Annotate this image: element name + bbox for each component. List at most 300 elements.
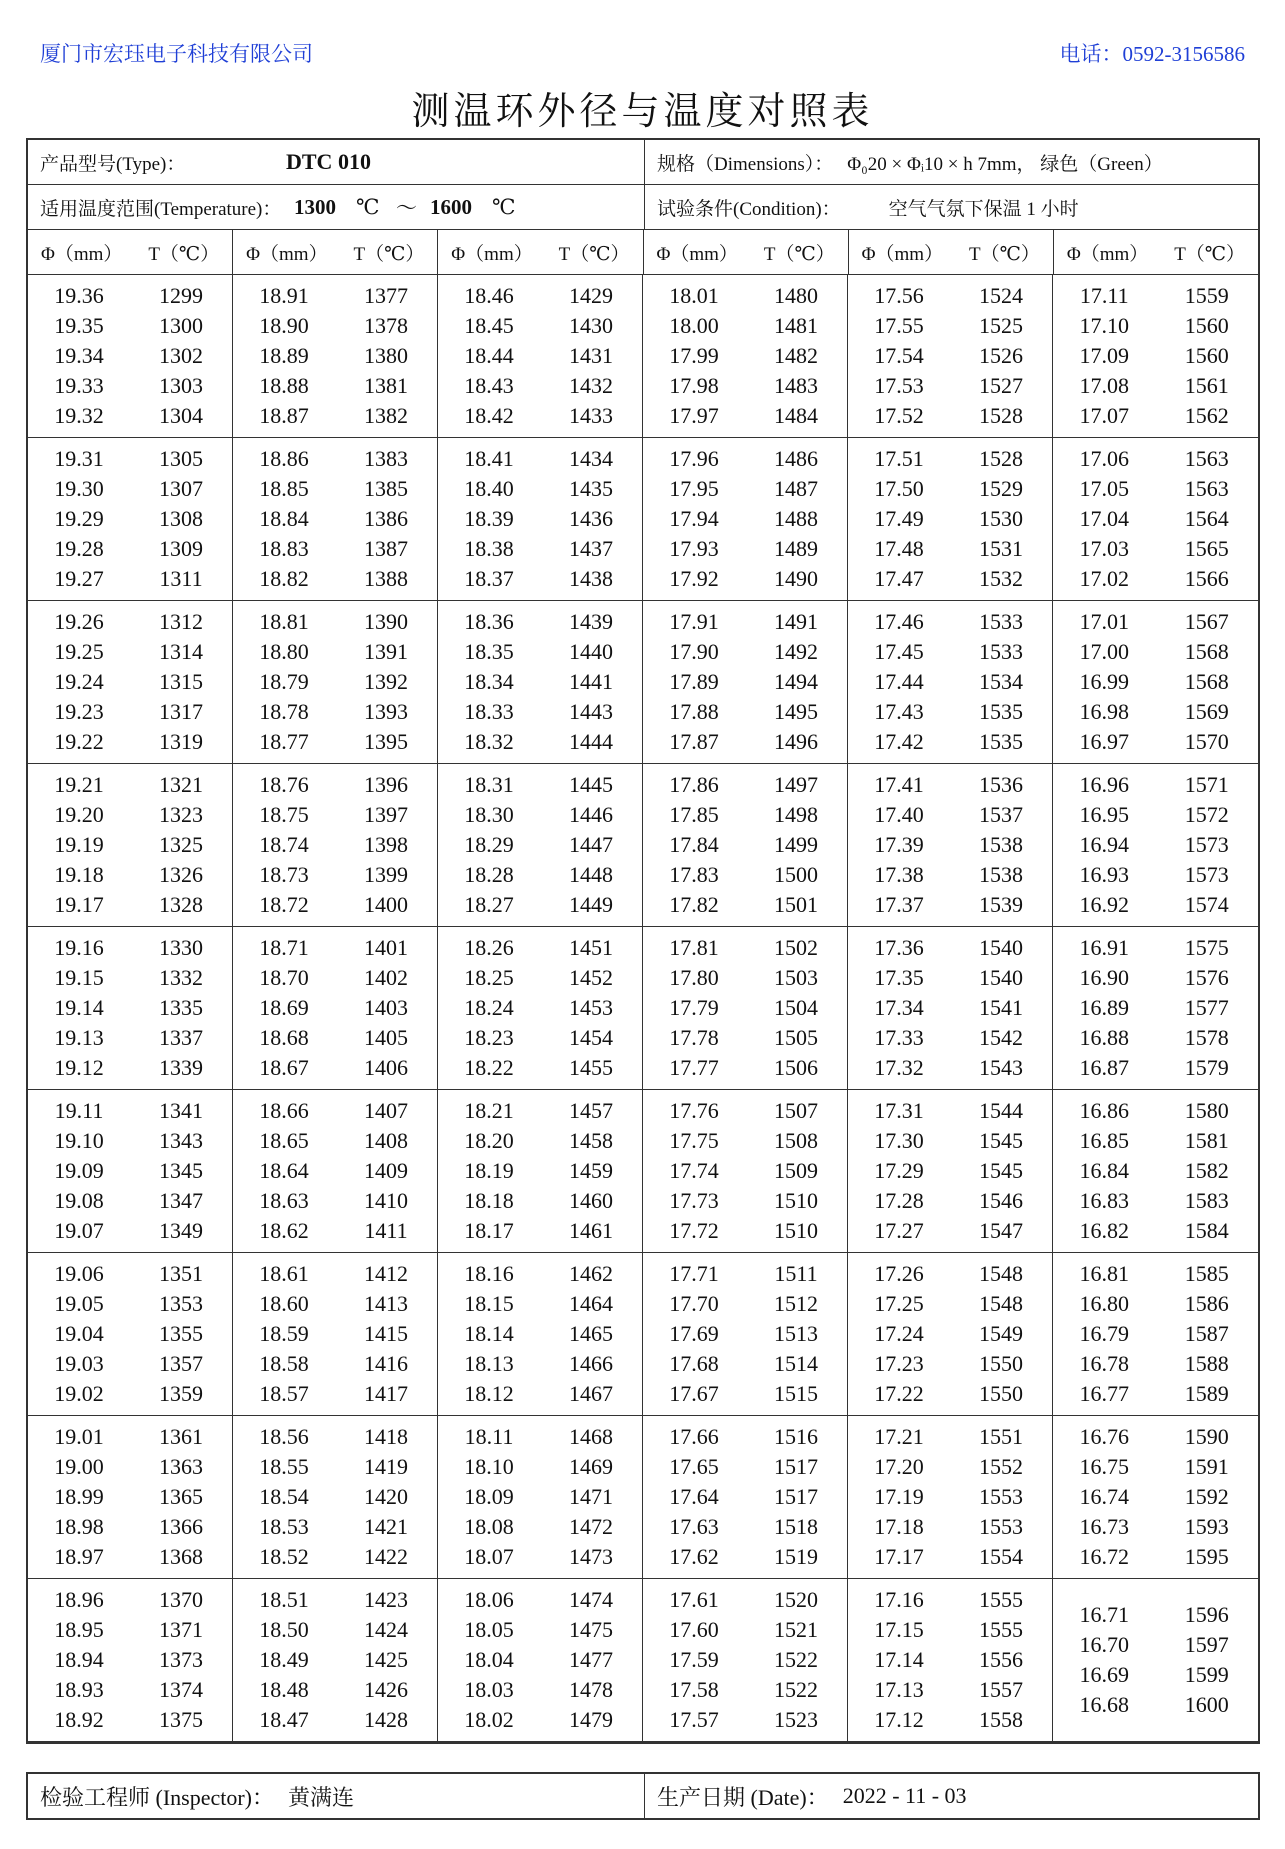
temperature-value: 1351 [159,1261,203,1286]
temperature-value: 1538 [979,862,1023,887]
table-cell-group [233,1253,438,1416]
table-cell-group [848,1253,1053,1416]
table-row [233,474,437,504]
temperature-value: 1518 [774,1514,818,1539]
diameter-value: 18.64 [259,1158,309,1183]
table-row [848,1675,1052,1705]
diameter-value: 17.47 [874,566,924,591]
diameter-value: 16.98 [1079,699,1129,724]
temperature-value: 1515 [774,1381,818,1406]
table-row [233,1542,437,1572]
table-row [28,1096,232,1126]
diameter-value: 19.16 [54,935,104,960]
table-row [28,1422,232,1452]
table-cell-group [233,1579,438,1742]
temperature-value: 1512 [774,1291,818,1316]
diameter-value: 19.05 [54,1291,104,1316]
production-date: 2022 - 11 - 03 [842,1783,967,1808]
diameter-value: 16.78 [1079,1351,1129,1376]
temperature-value: 1546 [979,1188,1023,1213]
diameter-value: 17.60 [669,1617,719,1642]
table-row [28,933,232,963]
table-row [28,504,232,534]
table-row [848,1126,1052,1156]
temperature-value: 1390 [364,609,408,634]
diameter-value: 17.55 [874,313,924,338]
temperature-value: 1317 [159,699,203,724]
temperature-value: 1305 [159,446,203,471]
table-row [643,371,847,401]
temperature-value: 1583 [1184,1188,1229,1213]
table-row [438,667,642,697]
temperature-value: 1326 [159,862,203,887]
table-row [233,1349,437,1379]
diameter-value: 18.04 [464,1647,514,1672]
table-row [28,1349,232,1379]
diameter-value: 18.86 [259,446,309,471]
diameter-value: 18.78 [259,699,309,724]
diameter-value: 17.19 [874,1484,924,1509]
diameter-value: 17.41 [874,772,924,797]
diameter-value: 18.40 [464,476,514,501]
table-row [28,1156,232,1186]
temp-separator: ～ [396,196,417,220]
table-row [643,341,847,371]
temperature-value: 1393 [364,699,408,724]
table-row [233,564,437,594]
temperature-value: 1402 [364,965,408,990]
table-row [438,890,642,920]
diameter-value: 16.72 [1079,1544,1129,1569]
temperature-value: 1535 [979,729,1023,754]
table-row [1053,341,1258,371]
table-row [643,1422,847,1452]
temperature-value: 1377 [364,283,408,308]
table-cell-group [643,927,848,1090]
temperature-value: 1487 [774,476,818,501]
diameter-value: 16.70 [1079,1632,1129,1657]
table-row [28,341,232,371]
table-row [643,401,847,431]
temperature-value: 1567 [1184,609,1229,634]
document-header [40,38,1245,68]
table-row [848,1542,1052,1572]
company-name: 厦门市宏珏电子科技有限公司 [40,42,313,66]
temperature-value: 1522 [774,1677,818,1702]
diameter-value: 17.71 [669,1261,719,1286]
temperature-value: 1586 [1184,1291,1229,1316]
table-row [28,890,232,920]
diameter-value: 17.15 [874,1617,924,1642]
diameter-value: 18.99 [54,1484,104,1509]
diameter-value: 19.04 [54,1321,104,1346]
table-row [643,474,847,504]
diameter-value: 18.96 [54,1587,104,1612]
diameter-value: 16.71 [1079,1602,1129,1627]
diameter-value: 18.97 [54,1544,104,1569]
diameter-value: 18.55 [259,1454,309,1479]
diameter-value: 17.79 [669,995,719,1020]
table-row [643,770,847,800]
table-row [233,1379,437,1409]
temperature-value: 1452 [569,965,613,990]
temperature-value: 1570 [1184,729,1229,754]
diameter-header: Φ（mm） [1066,243,1149,265]
diameter-value: 17.90 [669,639,719,664]
temperature-value: 1486 [774,446,818,471]
table-row [643,860,847,890]
diameter-value: 18.66 [259,1098,309,1123]
temp-max: 1600 [430,194,472,219]
diameter-value: 17.69 [669,1321,719,1346]
diameter-value: 18.26 [464,935,514,960]
diameter-value: 18.59 [259,1321,309,1346]
diameter-value: 17.21 [874,1424,924,1449]
table-row [233,860,437,890]
temperature-value: 1461 [569,1218,613,1243]
diameter-value: 17.58 [669,1677,719,1702]
temperature-value: 1492 [774,639,818,664]
temperature-value: 1330 [159,935,203,960]
table-cell-group [233,1090,438,1253]
diameter-value: 18.27 [464,892,514,917]
table-row [233,1186,437,1216]
diameter-value: 16.87 [1079,1055,1129,1080]
table-row [233,1156,437,1186]
temperature-value: 1495 [774,699,818,724]
diameter-value: 19.36 [54,283,104,308]
diameter-header: Φ（mm） [40,243,123,265]
temperature-value: 1541 [979,995,1023,1020]
diameter-value: 17.35 [874,965,924,990]
table-row [1053,281,1258,311]
diameter-value: 17.12 [874,1707,924,1732]
column-header-1 [28,230,233,274]
diameter-value: 17.20 [874,1454,924,1479]
temperature-value: 1429 [569,283,613,308]
temperature-value: 1410 [364,1188,408,1213]
table-row [28,1023,232,1053]
diameter-value: 18.48 [259,1677,309,1702]
diameter-value: 18.09 [464,1484,514,1509]
temperature-value: 1528 [979,446,1023,471]
temperature-value: 1599 [1184,1662,1229,1687]
table-row [1053,770,1258,800]
info-row-type [28,140,1258,185]
table-row [233,534,437,564]
table-row [233,1216,437,1246]
temperature-value: 1497 [774,772,818,797]
temperature-value: 1536 [979,772,1023,797]
table-row [1053,1452,1258,1482]
table-cell-group [28,275,233,438]
table-row [1053,727,1258,757]
table-cell-group [233,927,438,1090]
table-row [643,637,847,667]
diameter-value: 17.72 [669,1218,719,1243]
diameter-value: 18.15 [464,1291,514,1316]
temperature-value: 1417 [364,1381,408,1406]
temperature-value: 1545 [979,1128,1023,1153]
diameter-value: 17.16 [874,1587,924,1612]
temperature-value: 1445 [569,772,613,797]
diameter-value: 17.42 [874,729,924,754]
table-row [438,474,642,504]
temperature-value: 1420 [364,1484,408,1509]
column-header-3 [438,230,643,274]
temperature-value: 1597 [1184,1632,1229,1657]
diameter-value: 18.53 [259,1514,309,1539]
diameter-value: 18.14 [464,1321,514,1346]
table-row [438,993,642,1023]
diameter-value: 17.59 [669,1647,719,1672]
diameter-value: 19.21 [54,772,104,797]
table-row [438,1216,642,1246]
temperature-value: 1421 [364,1514,408,1539]
table-row [848,534,1052,564]
table-row [28,830,232,860]
temperature-value: 1529 [979,476,1023,501]
temperature-value: 1484 [774,403,818,428]
diameter-value: 18.22 [464,1055,514,1080]
diameter-value: 18.42 [464,403,514,428]
diameter-value: 19.08 [54,1188,104,1213]
temperature-value: 1576 [1184,965,1229,990]
temperature-value: 1502 [774,935,818,960]
temperature-value: 1527 [979,373,1023,398]
diameter-value: 18.31 [464,772,514,797]
diameter-value: 18.30 [464,802,514,827]
table-row [28,800,232,830]
diameter-value: 17.13 [874,1677,924,1702]
table-cell-group [643,1253,848,1416]
temperature-value: 1423 [364,1587,408,1612]
table-row [848,993,1052,1023]
diameter-value: 17.83 [669,862,719,887]
table-row [1053,1482,1258,1512]
temperature-value: 1548 [979,1261,1023,1286]
diameter-value: 16.80 [1079,1291,1129,1316]
diameter-value: 16.95 [1079,802,1129,827]
temperature-value: 1407 [364,1098,408,1123]
diameter-value: 17.62 [669,1544,719,1569]
table-row [1053,1349,1258,1379]
table-row [848,1216,1052,1246]
table-row [438,860,642,890]
table-cell-group [233,275,438,438]
diameter-value: 18.56 [259,1424,309,1449]
temp-min: 1300 [294,194,336,219]
table-row [233,727,437,757]
diameter-value: 18.01 [669,283,719,308]
temperature-value: 1431 [569,343,613,368]
diameter-value: 18.73 [259,862,309,887]
diameter-value: 18.92 [54,1707,104,1732]
diameter-value: 18.08 [464,1514,514,1539]
diameter-value: 18.61 [259,1261,309,1286]
table-row [848,1186,1052,1216]
table-row [233,1319,437,1349]
diameter-value: 17.88 [669,699,719,724]
temperature-value: 1505 [774,1025,818,1050]
diameter-value: 19.15 [54,965,104,990]
temperature-value: 1397 [364,802,408,827]
diameter-value: 18.49 [259,1647,309,1672]
diameter-value: 19.01 [54,1424,104,1449]
diameter-value: 18.03 [464,1677,514,1702]
table-row [848,963,1052,993]
temperature-value: 1521 [774,1617,818,1642]
diameter-value: 18.47 [259,1707,309,1732]
temperature-value: 1399 [364,862,408,887]
temperature-value: 1451 [569,935,613,960]
diameter-value: 18.45 [464,313,514,338]
temperature-value: 1479 [569,1707,613,1732]
diameter-value: 18.72 [259,892,309,917]
temperature-value: 1378 [364,313,408,338]
diameter-value: 18.63 [259,1188,309,1213]
table-row [438,1615,642,1645]
temperature-value: 1373 [159,1647,203,1672]
temperature-value: 1508 [774,1128,818,1153]
condition-label: 试验条件(Condition)： [657,198,841,220]
temperature-value: 1533 [979,609,1023,634]
diameter-value: 18.65 [259,1128,309,1153]
diameter-value: 17.07 [1079,403,1129,428]
table-cell-group [28,1090,233,1253]
table-cell-group [28,927,233,1090]
temperature-value: 1353 [159,1291,203,1316]
temperature-value: 1443 [569,699,613,724]
temperature-value: 1454 [569,1025,613,1050]
table-row [1053,933,1258,963]
table-row [438,1053,642,1083]
diameter-value: 16.69 [1079,1662,1129,1687]
table-row [233,1705,437,1735]
diameter-value: 17.24 [874,1321,924,1346]
table-row [438,341,642,371]
temperature-value: 1524 [979,283,1023,308]
temperature-value: 1550 [979,1381,1023,1406]
table-cell-group [438,1416,643,1579]
table-row [1053,311,1258,341]
temperature-value: 1405 [364,1025,408,1050]
temperature-value: 1478 [569,1677,613,1702]
temperature-value: 1432 [569,373,613,398]
temperature-value: 1308 [159,506,203,531]
diameter-value: 17.22 [874,1381,924,1406]
temperature-value: 1441 [569,669,613,694]
table-row [28,697,232,727]
temperature-value: 1386 [364,506,408,531]
temperature-value: 1543 [979,1055,1023,1080]
diameter-value: 18.58 [259,1351,309,1376]
diameter-value: 17.09 [1079,343,1129,368]
diameter-value: 18.13 [464,1351,514,1376]
table-row [643,444,847,474]
temperature-value: 1516 [774,1424,818,1449]
temperature-value: 1413 [364,1291,408,1316]
table-row [643,830,847,860]
table-row [1053,1690,1258,1720]
temperature-value: 1418 [364,1424,408,1449]
temperature-value: 1425 [364,1647,408,1672]
diameter-value: 18.88 [259,373,309,398]
temperature-value: 1349 [159,1218,203,1243]
table-row [233,637,437,667]
temperature-value: 1304 [159,403,203,428]
table-row [848,1053,1052,1083]
temperature-value: 1592 [1184,1484,1229,1509]
diameter-value: 18.43 [464,373,514,398]
temperature-value: 1474 [569,1587,613,1612]
table-row [233,1289,437,1319]
diameter-header: Φ（mm） [451,243,533,265]
temperature-value: 1382 [364,403,408,428]
table-cell-group [1053,1416,1258,1579]
diameter-value: 19.06 [54,1261,104,1286]
table-row [1053,1512,1258,1542]
table-cell-group [848,1416,1053,1579]
column-header-2 [233,230,438,274]
temperature-value: 1433 [569,403,613,428]
diameter-value: 18.74 [259,832,309,857]
diameter-value: 17.31 [874,1098,924,1123]
diameter-value: 17.52 [874,403,924,428]
diameter-header: Φ（mm） [246,243,328,265]
table-row [233,401,437,431]
table-row [28,860,232,890]
table-row [438,1512,642,1542]
table-cell-group [643,1090,848,1253]
temperature-value: 1582 [1184,1158,1229,1183]
table-row [438,1289,642,1319]
table-row [438,1096,642,1126]
table-row [643,1023,847,1053]
temperature-value: 1530 [979,506,1023,531]
diameter-value: 18.68 [259,1025,309,1050]
diameter-header: Φ（mm） [861,243,944,265]
table-row [1053,1053,1258,1083]
diameter-value: 17.29 [874,1158,924,1183]
table-row [1053,1096,1258,1126]
table-row [28,667,232,697]
diameter-value: 16.84 [1079,1158,1129,1183]
temperature-value: 1560 [1184,343,1229,368]
table-row [1053,504,1258,534]
diameter-value: 18.57 [259,1381,309,1406]
diameter-value: 18.32 [464,729,514,754]
diameter-header: Φ（mm） [656,243,738,265]
table-row [1053,667,1258,697]
diameter-value: 17.14 [874,1647,924,1672]
temperature-value: 1464 [569,1291,613,1316]
diameter-value: 16.83 [1079,1188,1129,1213]
temperature-value: 1523 [774,1707,818,1732]
inspector-label: 检验工程师 (Inspector)： [40,1784,275,1810]
table-row [848,637,1052,667]
table-row [1053,474,1258,504]
table-row [438,504,642,534]
temperature-value: 1444 [569,729,613,754]
table-row [233,607,437,637]
table-row [28,1126,232,1156]
temperature-value: 1415 [364,1321,408,1346]
temperature-value: 1533 [979,639,1023,664]
temperature-value: 1312 [159,609,203,634]
diameter-value: 19.30 [54,476,104,501]
temperature-value: 1553 [979,1484,1023,1509]
